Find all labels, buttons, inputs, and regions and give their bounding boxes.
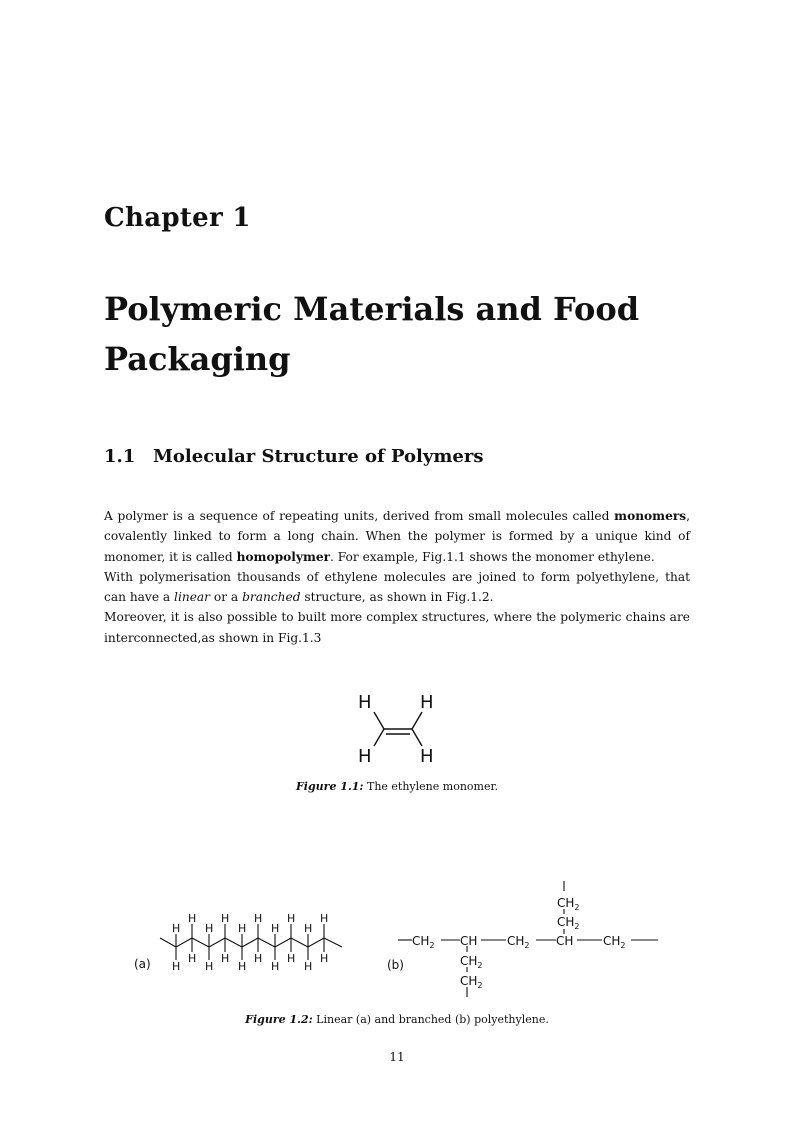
section-number: 1.1 bbox=[104, 446, 136, 467]
atom-h: H bbox=[221, 912, 230, 925]
atom-h-bottom-right: H bbox=[420, 746, 434, 767]
subscript: 2 bbox=[477, 981, 483, 990]
subscript: 2 bbox=[574, 922, 580, 931]
atom-h: H bbox=[254, 952, 263, 965]
group-text: CH bbox=[557, 915, 575, 929]
caption-text: Linear (a) and branched (b) polyethylene. bbox=[316, 1013, 549, 1026]
groups bbox=[412, 896, 626, 990]
atom-h: H bbox=[304, 922, 313, 935]
atom-h: H bbox=[304, 960, 313, 973]
atom-h: H bbox=[320, 952, 329, 965]
atom-h: H bbox=[238, 960, 247, 973]
group-ch: CH bbox=[556, 934, 574, 948]
text-span: or a bbox=[210, 590, 243, 605]
subscript: 2 bbox=[524, 941, 530, 950]
group-text: CH bbox=[603, 934, 621, 948]
text-span: A polymer is a sequence of repeating units, derived from small molecules called bbox=[104, 509, 615, 523]
group-ch2 bbox=[557, 896, 580, 912]
group-text: CH bbox=[412, 934, 430, 948]
group-ch2 bbox=[603, 934, 626, 950]
group-ch2 bbox=[557, 915, 580, 931]
term-linear: linear bbox=[174, 590, 210, 605]
caption-label: Figure 1.2: bbox=[245, 1013, 313, 1026]
atom-h: H bbox=[205, 960, 214, 973]
branched-polyethylene-figure bbox=[380, 876, 670, 1006]
linear-polyethylene-figure bbox=[128, 900, 358, 980]
group-text: CH bbox=[460, 954, 478, 968]
text-span: structure, as shown in Fig.1.2. bbox=[300, 590, 494, 605]
figure-1-caption bbox=[0, 780, 794, 793]
section-title: Molecular Structure of Polymers bbox=[153, 446, 484, 467]
text-span: With polymerisation thousands of ethylene molecules are joined to form polyethylene, that can have a bbox=[104, 569, 690, 605]
bond bbox=[412, 729, 422, 746]
group-text: CH bbox=[460, 974, 478, 988]
atom-h: H bbox=[172, 922, 181, 935]
label-a: (a) bbox=[134, 957, 151, 971]
atom-h: H bbox=[188, 952, 197, 965]
group-ch2 bbox=[460, 954, 483, 970]
atom-h-bottom-left: H bbox=[358, 746, 372, 767]
label-b: (b) bbox=[387, 958, 404, 972]
atom-h: H bbox=[188, 912, 197, 925]
paragraph-1 bbox=[104, 506, 690, 567]
atom-h-top-right: H bbox=[420, 692, 434, 713]
subscript: 2 bbox=[429, 941, 435, 950]
paragraph-3: Moreover, it is also possible to built more complex structures, where the polymeric chains are interconnected,as shown in Fig.1.3 bbox=[104, 610, 690, 645]
atom-h: H bbox=[172, 960, 181, 973]
chapter-title bbox=[104, 284, 704, 384]
atom-h: H bbox=[221, 952, 230, 965]
subscript: 2 bbox=[620, 941, 626, 950]
bond bbox=[374, 729, 384, 746]
figure-2-caption bbox=[0, 1013, 794, 1026]
atom-h-top-left: H bbox=[358, 692, 372, 713]
ethylene-figure bbox=[340, 682, 460, 772]
chapter-title-line-2: Packaging bbox=[104, 340, 291, 378]
bond bbox=[412, 712, 422, 729]
term-branched: branched bbox=[242, 590, 301, 605]
section-heading bbox=[104, 446, 483, 467]
text-span: , covalently linked to form a long chain. When the polymer is formed by a unique kind of monomer, it is called bbox=[104, 509, 690, 564]
atom-h: H bbox=[320, 912, 329, 925]
caption-text: The ethylene monomer. bbox=[366, 780, 499, 793]
caption-label: Figure 1.1: bbox=[295, 780, 364, 793]
atom-h: H bbox=[238, 922, 247, 935]
chapter-title-line-1: Polymeric Materials and Food bbox=[104, 290, 640, 328]
atom-h: H bbox=[287, 952, 296, 965]
body-text bbox=[104, 506, 690, 648]
page-number: 11 bbox=[389, 1050, 405, 1064]
subscript: 2 bbox=[477, 961, 483, 970]
atom-h: H bbox=[287, 912, 296, 925]
group-ch2 bbox=[412, 934, 435, 950]
atom-h: H bbox=[205, 922, 214, 935]
term-homopolymer: homopolymer bbox=[236, 549, 331, 564]
chapter-label: Chapter 1 bbox=[104, 203, 251, 233]
group-text: CH bbox=[557, 896, 575, 910]
term-monomers: monomers bbox=[614, 509, 687, 523]
paragraph-2 bbox=[104, 567, 690, 608]
atom-h: H bbox=[271, 960, 280, 973]
atom-h: H bbox=[271, 922, 280, 935]
group-ch: CH bbox=[460, 934, 478, 948]
text-span: . For example, Fig.1.1 shows the monomer ethylene. bbox=[330, 549, 655, 564]
ethylene-bonds bbox=[374, 712, 422, 746]
group-text: CH bbox=[507, 934, 525, 948]
subscript: 2 bbox=[574, 903, 580, 912]
carbon-backbone bbox=[160, 938, 342, 947]
group-ch2 bbox=[460, 974, 483, 990]
group-ch2 bbox=[507, 934, 530, 950]
bond bbox=[374, 712, 384, 729]
atom-h: H bbox=[254, 912, 263, 925]
